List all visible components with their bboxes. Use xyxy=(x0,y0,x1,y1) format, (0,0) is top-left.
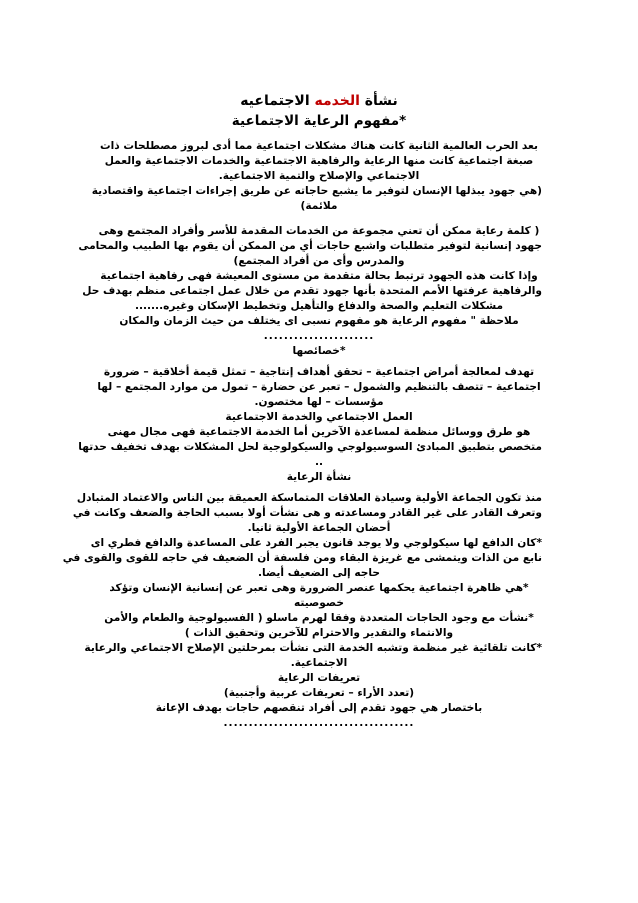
document-title xyxy=(96,92,542,110)
section-heading-definitions: تعريفات الرعاية xyxy=(277,672,361,684)
document-subtitle: *مفهوم الرعاية الاجتماعية xyxy=(231,113,407,129)
text-line: الاجتماعية. xyxy=(290,657,348,669)
text-line: وإذا كانت هذه الجهود ترتبط بحالة متقدمة من مستوى المعيشة فهى رفاهية اجتماعية xyxy=(100,270,538,282)
text-line: ( كلمة رعاية ممكن أن تعني مجموعة من الخدمات المقدمة للأسر وأفراد المجتمع وهى xyxy=(98,225,540,237)
text-line: نابع من الذات ويتمشى مع غريزة البقاء ومن فلسفة أن الضعيف في حاجه للقوى والقوى في xyxy=(62,552,542,564)
dotted-separator: ...................... xyxy=(263,330,375,342)
text-line: وتعرف القادر على غير القادر ومساعدته و هى نشأت أولا بسبب الحاجة والضعف وكانت في xyxy=(72,507,542,519)
text-line: مشكلات التعليم والصحة والدفاع والتأهيل وتخطيط الإسكان وغيره....... xyxy=(134,300,504,312)
text-line: جهود إنسانية لتوفير متطلبات واشبع حاجات أي من الممكن أن يقوم بها الطبيب والمحامى xyxy=(78,240,542,252)
dotted-separator: ...................................... xyxy=(223,717,415,729)
dotted-separator: .. xyxy=(314,456,324,468)
text-line: *كانت تلقائية غير منظمة وتشبه الخدمة التى نشأت بمرحلتين الإصلاح الاجتماعي والرعاية xyxy=(84,642,542,654)
section-heading-characteristics: *خصائصها xyxy=(292,345,346,357)
text-line: منذ تكون الجماعة الأولية وسيادة العلاقات المتماسكة العميقة بين الناس والاعتماد المتبادل xyxy=(76,492,542,504)
text-line: حاجه إلى الضعيف أيضا. xyxy=(257,567,381,579)
text-line: (هي جهود يبذلها الإنسان لتوفير ما يشبع حاجاته عن طريق إجراءات اجتماعية واقتصادية xyxy=(91,185,542,197)
text-line: أحضان الجماعة الأولية ثانيا. xyxy=(247,522,391,534)
text-line: خصوصيته xyxy=(293,597,345,609)
text-line: بعد الحرب العالمية الثانية كانت هناك مشكلات اجتماعية مما أدى لبروز مصطلحات ذات xyxy=(100,140,538,152)
note-line: ملاحظة " مفهوم الرعاية هو مفهوم نسبى اى يختلف من حيث الزمان والمكان xyxy=(119,315,519,327)
section-heading-welfare-origin: نشأة الرعاية xyxy=(286,471,352,483)
text-line: *كان الدافع لها سيكولوجي ولا يوجد قانون يجبر الفرد على المساعدة والدافع فطري اى xyxy=(90,537,542,549)
text-line: الاجتماعي والإصلاح والتمية الاجتماعية. xyxy=(218,170,420,182)
text-line: متخصص بتطبيق المبادئ السوسيولوجي والسيكولوجية لحل المشكلات بهدف تخفيف حدتها xyxy=(78,441,542,453)
text-line: (تعدد الأراء – تعريفات عربية وأجنبية) xyxy=(223,687,415,699)
text-line: هو طرق ووسائل منظمة لمساعدة الآخرين أما الخدمة الاجتماعية فهى مجال مهنى xyxy=(107,426,531,438)
text-line: صبغة اجتماعية كانت منها الرعاية والرفاهية الاجتماعية والخدمات الاجتماعية والعمل xyxy=(104,155,534,167)
text-line: والانتماء والتقدير والاحترام للآخرين وتحقيق الذات ) xyxy=(184,627,454,639)
text-line: *هي ظاهرة اجتماعية يحكمها عنصر الضرورة وهى تعبر عن إنسانية الإنسان وتؤكد xyxy=(109,582,529,594)
document-page xyxy=(62,92,542,731)
text-line: باختصار هي جهود تقدم إلى أفراد تنقصهم حاجات بهدف الإعانة xyxy=(155,702,483,714)
text-line: مؤسسات – لها مختصون. xyxy=(254,396,384,408)
text-line: والمدرس وأى من أفراد المجتمع) xyxy=(233,255,405,267)
title-word-social: الاجتماعيه xyxy=(240,93,310,109)
text-line: ملائمة) xyxy=(300,200,338,212)
text-line: *نشأت مع وجود الحاجات المتعددة وفقا لهرم ماسلو ( الفسيولوجية والطعام والأمن xyxy=(104,612,534,624)
title-word-service: الخدمه xyxy=(314,93,360,109)
text-line: والرفاهية عرفتها الأمم المتحدة بأنها جهود تقدم من خلال عمل اجتماعى منظم بهدف حل xyxy=(82,285,542,297)
text-line: اجتماعية – تتصف بالتنظيم والشمول – تعبر عن حضارة – تمول من موارد المجتمع – لها xyxy=(97,381,541,393)
title-word-origin: نشأة xyxy=(364,93,398,109)
text-line: تهدف لمعالجة أمراض اجتماعية – تحقق أهداف إنتاجية – تمثل قيمة أخلاقية – ضرورة xyxy=(103,366,535,378)
section-heading-social-work: العمل الاجتماعي والخدمة الاجتماعية xyxy=(225,411,413,423)
